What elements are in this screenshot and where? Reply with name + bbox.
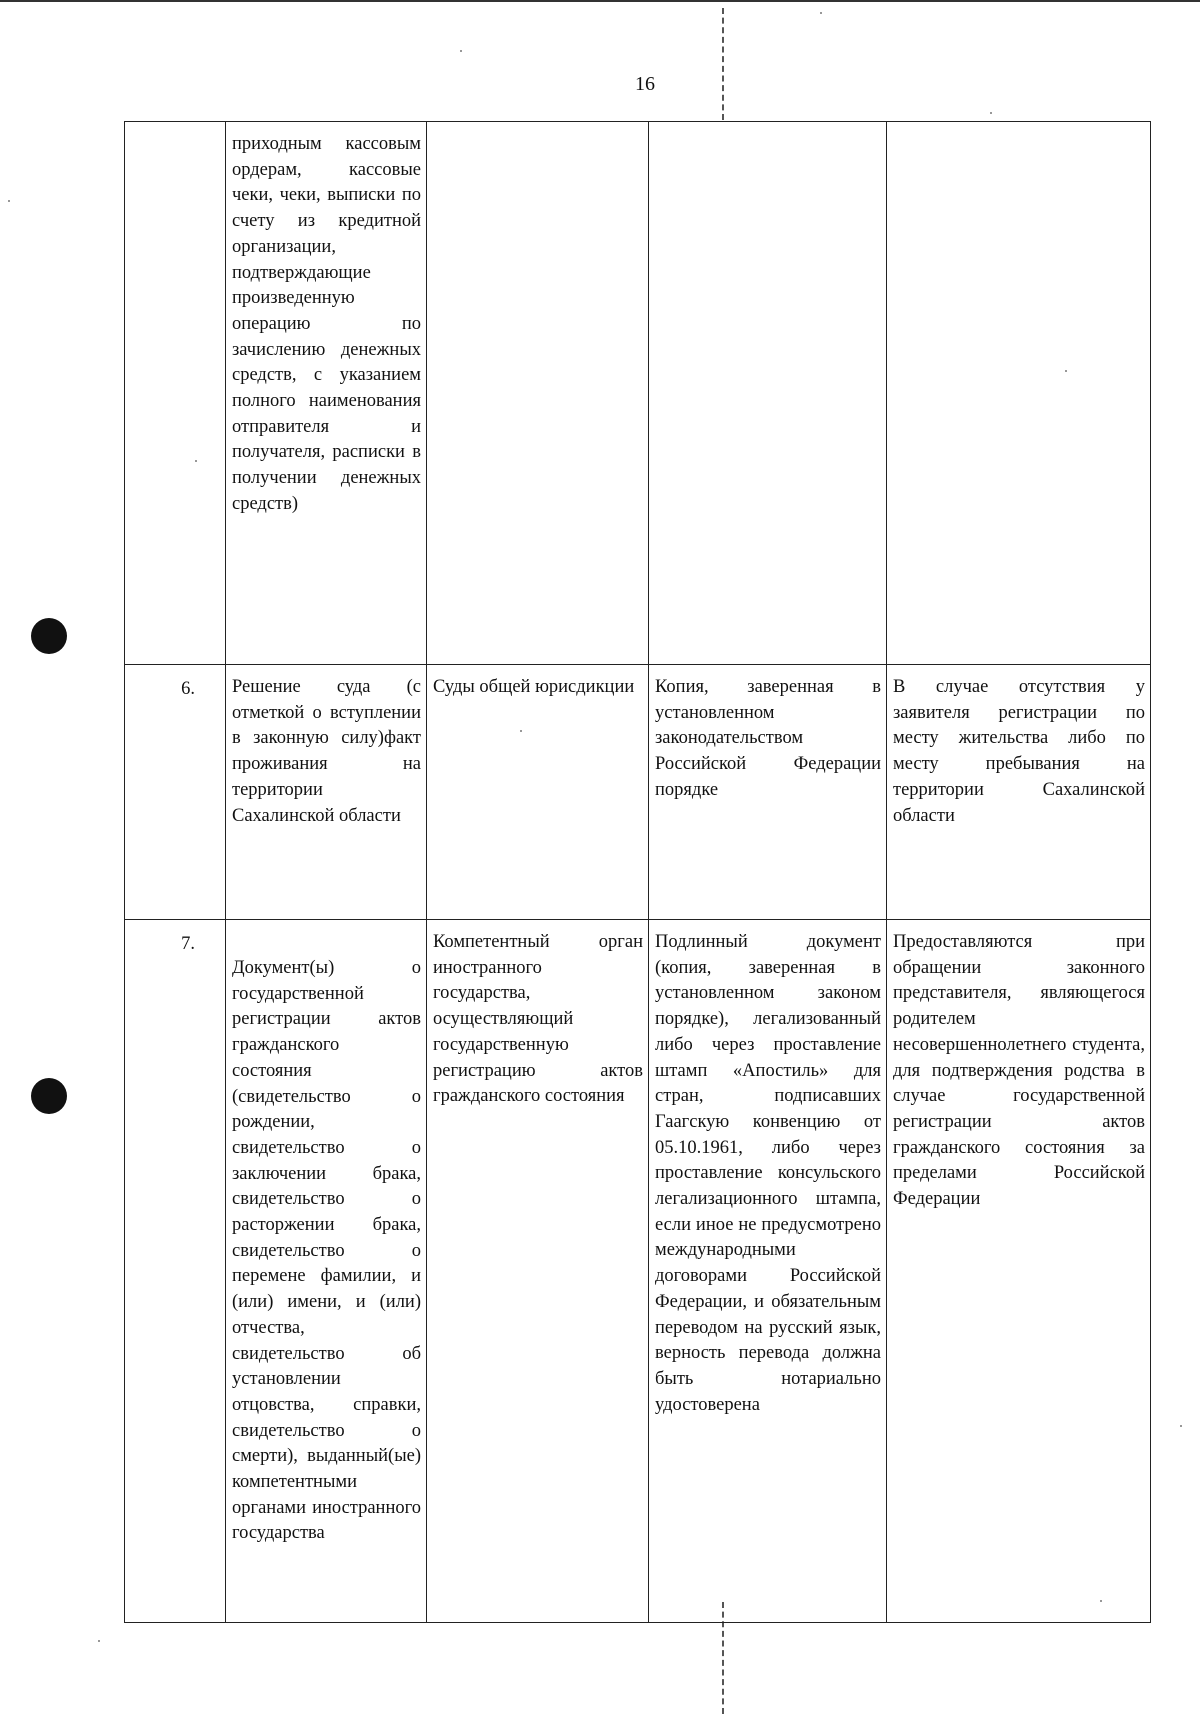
document-name-cell: Решение суда (с отметкой о вступлении в законную силу)факт проживания на территории Сахалинской области: [226, 665, 427, 920]
page-number: 16: [635, 73, 655, 95]
issuing-authority-cell: Суды общей юрисдикции: [427, 665, 649, 920]
document-name-cell: приходным кассовым ордерам, кассовые чеки, чеки, выписки по счету из кредитной организации, подтверждающие произведенную операцию по зачислению денежных средств, с указанием полного наименования отправителя и получателя, расписки в получении денежных средств): [226, 122, 427, 665]
scan-speck: [195, 460, 197, 462]
punch-hole-upper: [31, 618, 67, 654]
document-form-cell: [649, 122, 887, 665]
scan-speck: [520, 730, 522, 732]
punch-hole-lower: [31, 1078, 67, 1114]
note-cell: [887, 122, 1151, 665]
issuing-authority-cell: Компетентный орган иностранного государства, осуществляющий государственную регистрацию актов гражданского состояния: [427, 920, 649, 1623]
issuing-authority-cell: [427, 122, 649, 665]
note-cell: Предоставляются при обращении законного представителя, являющегося родителем несовершеннолетнего студента, для подтверждения родства в случае государственной регистрации актов гражданского состояния за пределами Российской Федерации: [887, 920, 1151, 1623]
document-form-cell: Копия, заверенная в установленном законодательством Российской Федерации порядке: [649, 665, 887, 920]
table-row: [125, 665, 1151, 920]
fold-line-top: [722, 8, 724, 120]
row-number-cell: 6.: [125, 665, 226, 920]
scan-top-edge: [0, 0, 1200, 2]
scan-speck: [460, 50, 462, 52]
table-row: [125, 920, 1151, 1623]
documents-table: [124, 121, 1151, 1623]
row-number-cell: [125, 122, 226, 665]
scan-speck: [820, 12, 822, 14]
scan-speck: [1065, 370, 1067, 372]
note-cell: В случае отсутствия у заявителя регистрации по месту жительства либо по месту пребывания на территории Сахалинской области: [887, 665, 1151, 920]
scan-speck: [1180, 1425, 1182, 1427]
row-number-cell: 7.: [125, 920, 226, 1623]
scan-speck: [990, 112, 992, 114]
table-row: [125, 122, 1151, 665]
scan-speck: [98, 1640, 100, 1642]
document-name-cell: Документ(ы) о государственной регистрации актов гражданского состояния (свидетельство о рождении, свидетельство о заключении брака, свидетельство о расторжении брака, свидетельство о перемене фамилии, и (или) имени, и (или) отчества, свидетельство об установлении отцовства, справки, свидетельство о смерти), выданный(ые) компетентными органами иностранного государства: [226, 920, 427, 1623]
document-form-cell: Подлинный документ (копия, заверенная в установленном законом порядке), легализованный либо через проставление штамп «Апостиль» для стран, подписавших Гаагскую конвенцию от 05.10.1961, либо через проставление консульского легализационного штампа, если иное не предусмотрено международными договорами Российской Федерации, и обязательным переводом на русский язык, верность перевода должна быть нотариально удостоверена: [649, 920, 887, 1623]
scan-speck: [1100, 1600, 1102, 1602]
scan-speck: [8, 200, 10, 202]
